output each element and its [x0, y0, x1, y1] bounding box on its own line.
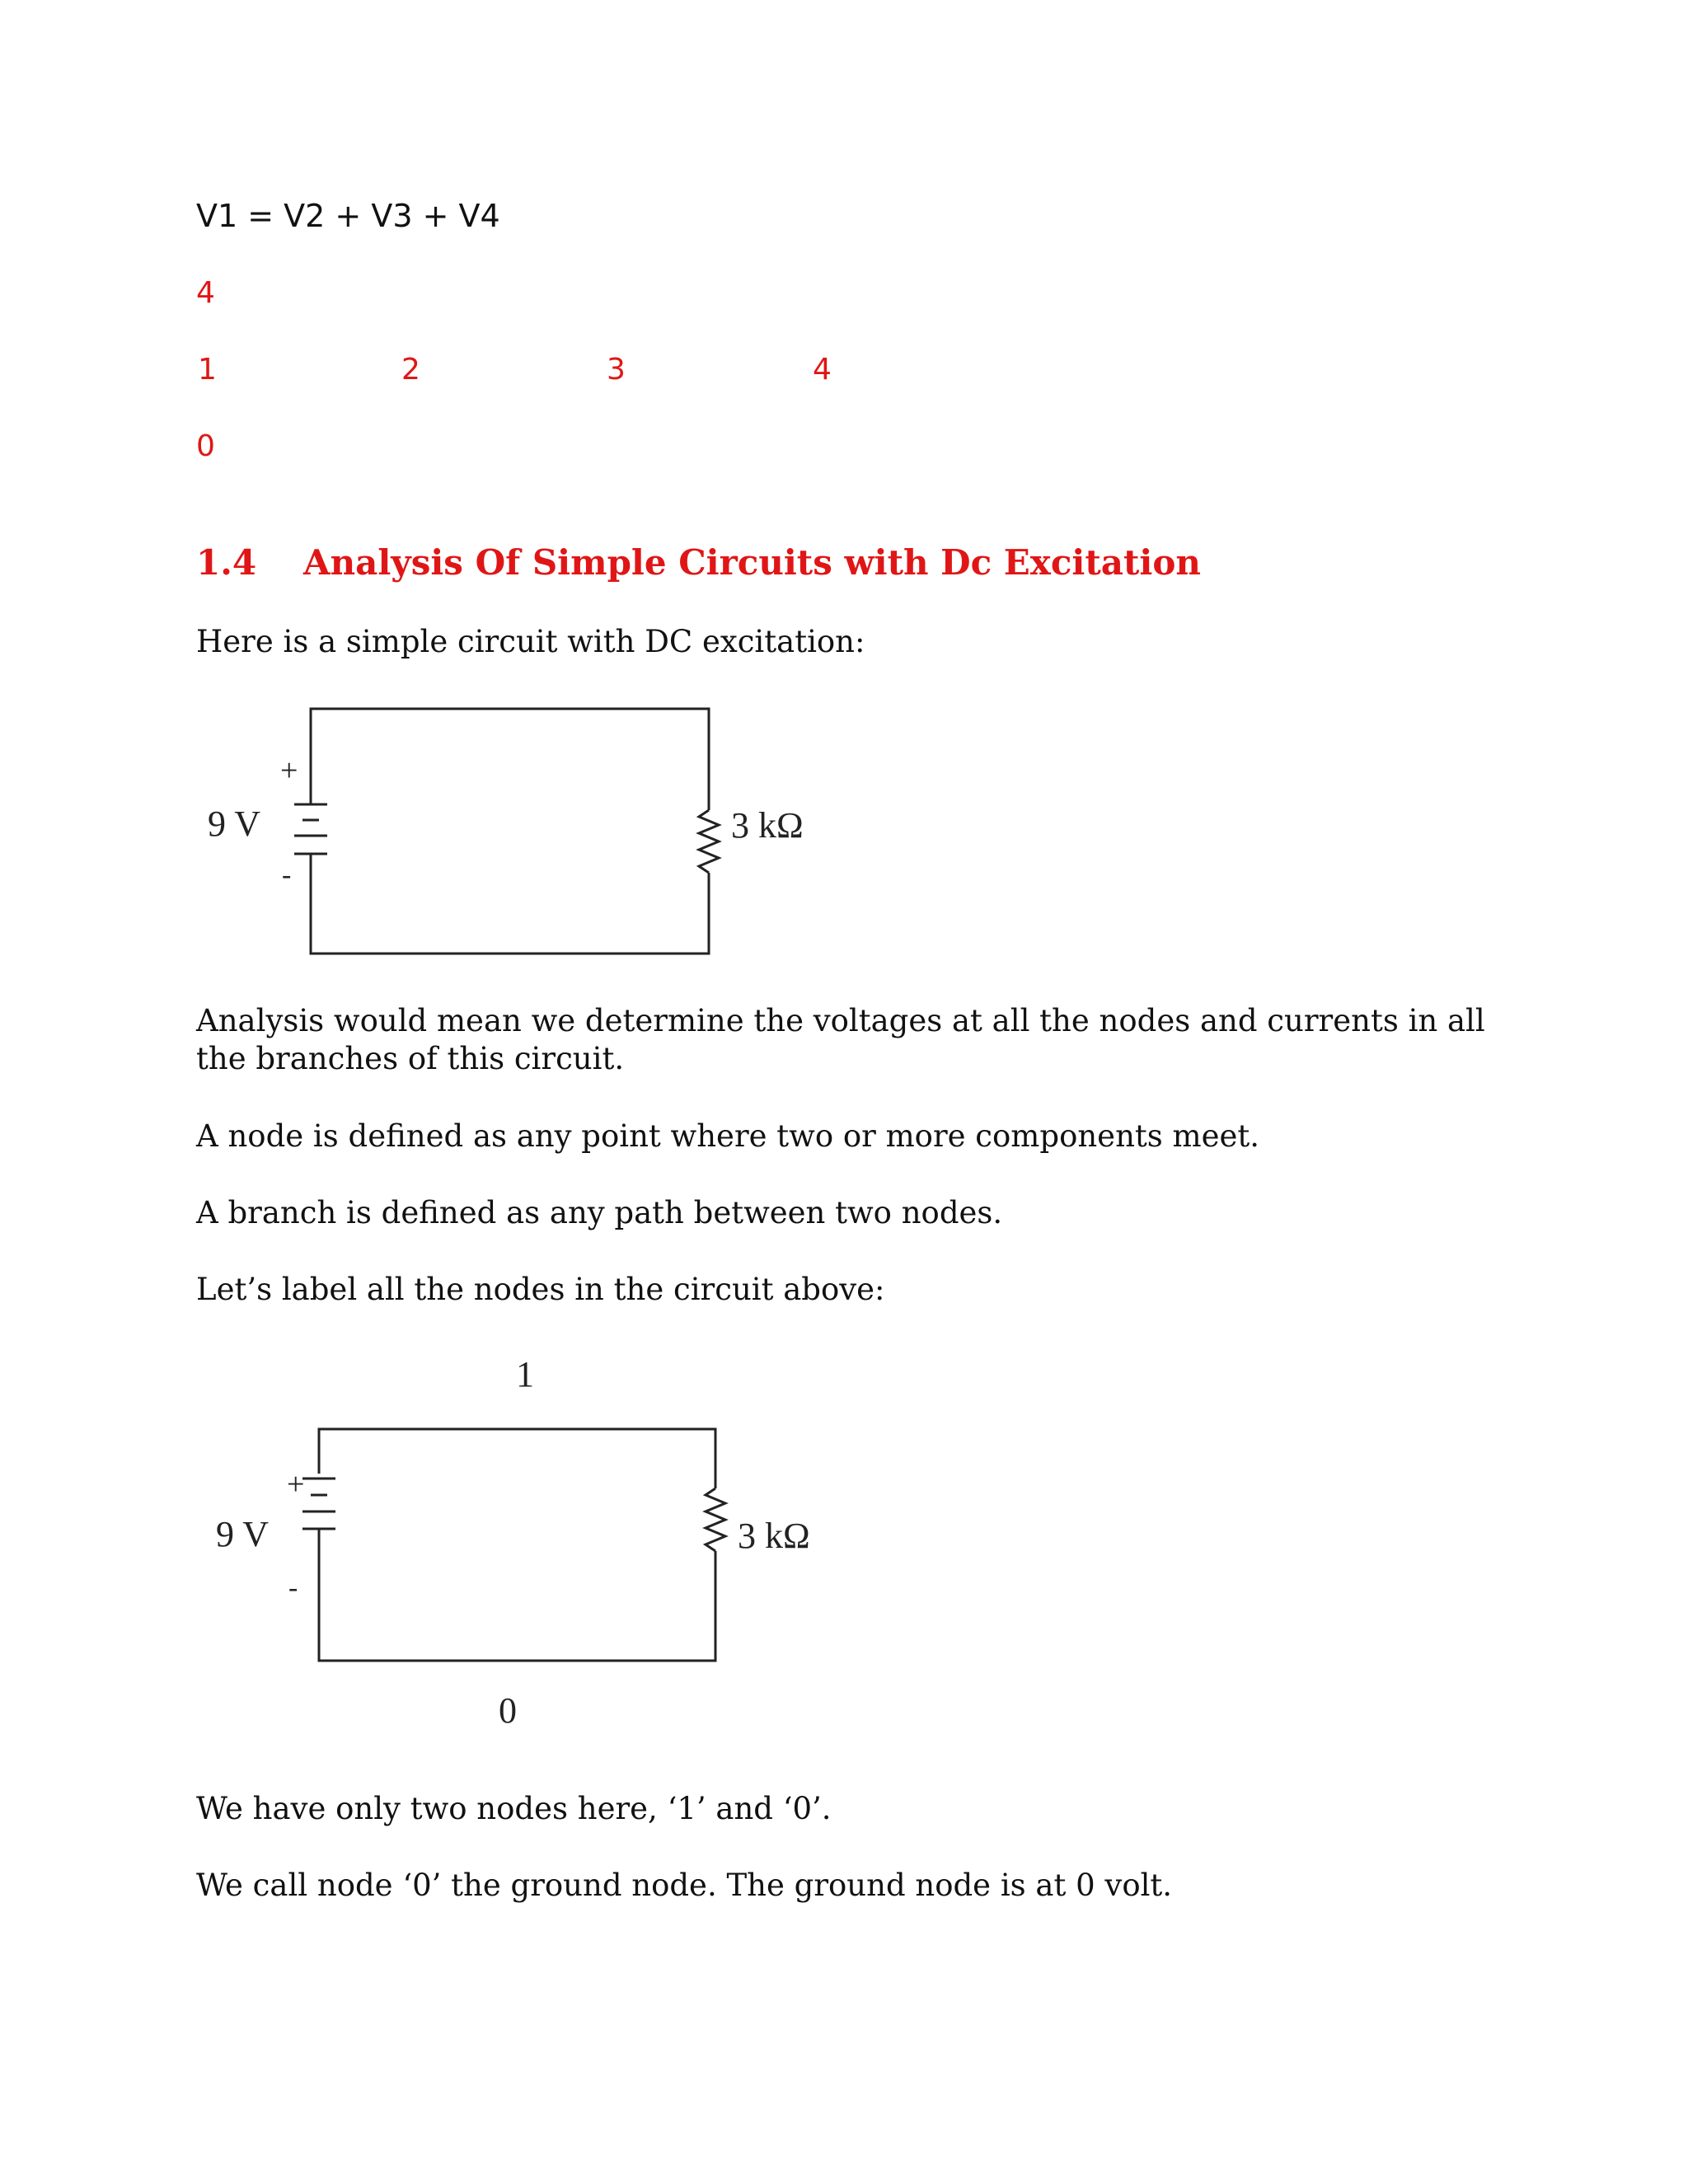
plus-sign: +	[280, 753, 298, 788]
wire-bottom	[319, 1529, 715, 1661]
red-label-2: 2	[401, 353, 420, 387]
resistor-label: 3 kΩ	[731, 805, 804, 846]
plus-sign: +	[287, 1467, 305, 1502]
analysis-text-line-2: the branches of this circuit.	[196, 1041, 625, 1076]
source-label: 9 V	[216, 1514, 269, 1554]
minus-sign: -	[288, 1572, 298, 1603]
label-nodes-text: Let’s label all the nodes in the circuit above:	[196, 1272, 885, 1307]
red-label-1: 1	[198, 353, 217, 387]
red-label-top: 4	[196, 276, 215, 310]
resistor-label: 3 kΩ	[738, 1516, 810, 1556]
red-label-4: 4	[813, 353, 832, 387]
section-number: 1.4	[196, 542, 257, 583]
equation: V1 = V2 + V3 + V4	[196, 198, 500, 234]
wire-bottom	[311, 854, 709, 954]
wire-top	[319, 1429, 715, 1488]
source-label: 9 V	[208, 804, 260, 844]
section-title: Analysis Of Simple Circuits with Dc Excitation	[303, 542, 1201, 583]
circuit-diagram-1	[190, 692, 832, 972]
resistor-zigzag	[699, 810, 719, 873]
minus-sign: -	[282, 860, 292, 890]
branch-definition: A branch is defined as any path between two nodes.	[196, 1195, 1003, 1230]
two-nodes-text: We have only two nodes here, ‘1’ and ‘0’.	[196, 1791, 832, 1826]
red-label-3: 3	[607, 353, 626, 387]
analysis-text-line-1: Analysis would mean we determine the voltages at all the nodes and currents in all	[196, 1003, 1485, 1038]
node-label-top: 1	[516, 1354, 534, 1394]
circuit-diagram-2	[190, 1352, 849, 1764]
resistor-zigzag	[706, 1488, 725, 1551]
ground-node-text: We call node ‘0’ the ground node. The ground node is at 0 volt.	[196, 1868, 1173, 1903]
red-label-bottom: 0	[196, 429, 215, 463]
node-label-bottom: 0	[499, 1690, 517, 1731]
intro-text: Here is a simple circuit with DC excitation:	[196, 624, 865, 659]
wire-top	[311, 709, 709, 810]
node-definition: A node is defined as any point where two or more components meet.	[196, 1118, 1260, 1154]
